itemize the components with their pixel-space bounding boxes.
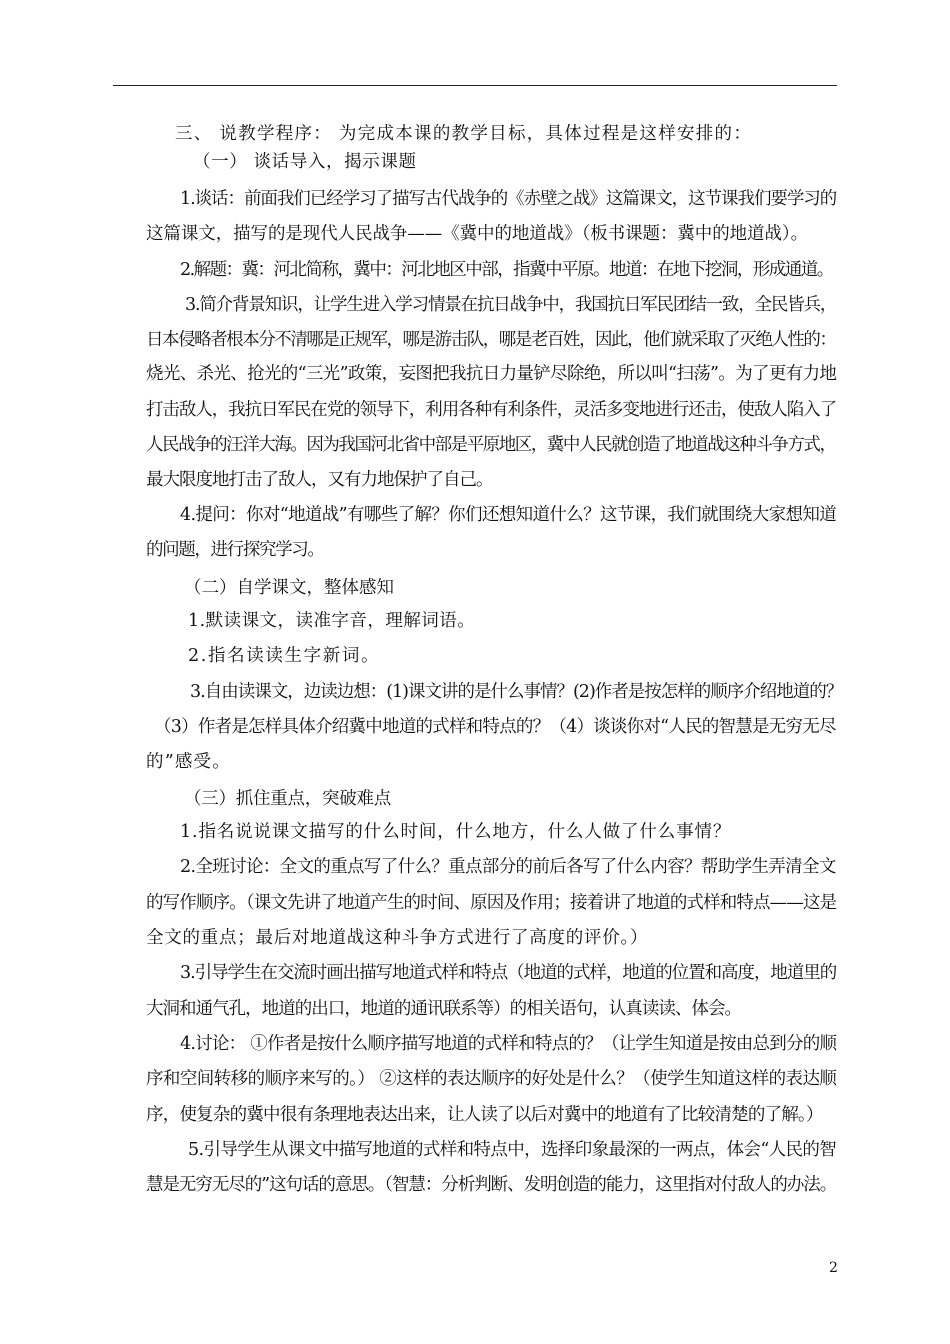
paragraph-line: 日本侵略者根本分不清哪是正规军，哪是游击队，哪是老百姓，因此，他们就采取了灭绝人性的： (146, 330, 836, 350)
paragraph-line: 2.指名读读生字新词。 (188, 646, 381, 666)
subheading-1: （一） 谈话导入，揭示课题 (193, 152, 417, 172)
paragraph-line: 打击敌人，我抗日军民在党的领导下，利用各种有利条件，灵活多变地进行还击，使敌人陷入了 (146, 400, 836, 420)
paragraph-line: 的写作顺序。（课文先讲了地道产生的时间、原因及作用；接着讲了地道的式样和特点——这是 (146, 893, 837, 913)
paragraph-line: 3.自由读课文，边读边想：(1)课文讲的是什么事情？(2)作者是按怎样的顺序介绍地道的？ (190, 682, 843, 702)
paragraph-line: 全文的重点；最后对地道战这种斗争方式进行了高度的评价。） (146, 928, 649, 948)
paragraph-line: 1.指名说说课文描写的什么时间，什么地方，什么人做了什么事情？ (180, 822, 732, 842)
paragraph-line: 2.全班讨论：全文的重点写了什么？重点部分的前后各写了什么内容？帮助学生弄清全文 (180, 857, 836, 877)
paragraph-line: 3.引导学生在交流时画出描写地道式样和特点（地道的式样，地道的位置和高度，地道里的 (180, 963, 837, 983)
header-rule (113, 85, 837, 86)
paragraph-line: 序，使复杂的冀中很有条理地表达出来，让人读了以后对冀中的地道有了比较清楚的了解。） (146, 1105, 823, 1125)
paragraph-line: 序和空间转移的顺序来写的。） ②这样的表达顺序的好处是什么？（使学生知道这样的表达顺 (146, 1069, 837, 1089)
paragraph-line: 1.默读课文，读准字音，理解词语。 (188, 611, 476, 631)
paragraph-line: 大洞和通气孔，地道的出口，地道的通讯联系等）的相关语句，认真读读、体会。 (146, 999, 741, 1019)
paragraph-line: 这篇课文，描写的是现代人民战争——《冀中的地道战》（板书课题：冀中的地道战）。 (146, 224, 808, 244)
paragraph-line: 的”感受。 (146, 752, 231, 772)
paragraph-line: 烧光、杀光、抢光的“三光”政策，妄图把我抗日力量铲尽除绝，所以叫“扫荡”。为了更有力地 (146, 364, 837, 384)
paragraph-line: 1.谈话：前面我们已经学习了描写古代战争的《赤壁之战》这篇课文，这节课我们要学习的 (180, 189, 837, 209)
page-number: 2 (829, 1260, 838, 1276)
paragraph-line: 慧是无穷无尽的”这句话的意思。（智慧：分析判断、发明创造的能力，这里指对付敌人的办法。 (146, 1175, 837, 1195)
paragraph-line: 3.简介背景知识，让学生进入学习情景在抗日战争中，我国抗日军民团结一致，全民皆兵， (185, 295, 837, 315)
paragraph-line: 4.提问：你对“地道战”有哪些了解？你们还想知道什么？这节课，我们就围绕大家想知道 (180, 505, 837, 525)
subheading-2: （二）自学课文，整体感知 (184, 578, 394, 598)
paragraph-line: 的问题，进行探究学习。 (146, 540, 324, 560)
paragraph-line: （3）作者是怎样具体介绍冀中地道的式样和特点的？（4）谈谈你对“人民的智慧是无穷无尽 (154, 717, 836, 737)
paragraph-line: 2.解题：冀：河北简称，冀中：河北地区中部，指冀中平原。地道：在地下挖洞，形成通道。 (180, 260, 833, 280)
subheading-3: （三）抓住重点，突破难点 (184, 789, 391, 809)
paragraph-line: 人民战争的汪洋大海。因为我国河北省中部是平原地区，冀中人民就创造了地道战这种斗争方式， (146, 435, 836, 455)
paragraph-line: 最大限度地打击了敌人，又有力地保护了自己。 (146, 470, 493, 490)
paragraph-line: 5.引导学生从课文中描写地道的式样和特点中，选择印象最深的一两点，体会“人民的智 (188, 1140, 837, 1160)
paragraph-line: 4.讨论： ①作者是按什么顺序描写地道的式样和特点的？（让学生知道是按由总到分的顺 (180, 1034, 837, 1054)
section-heading: 三、 说教学程序： 为完成本课的教学目标，具体过程是这样安排的： (175, 124, 753, 144)
